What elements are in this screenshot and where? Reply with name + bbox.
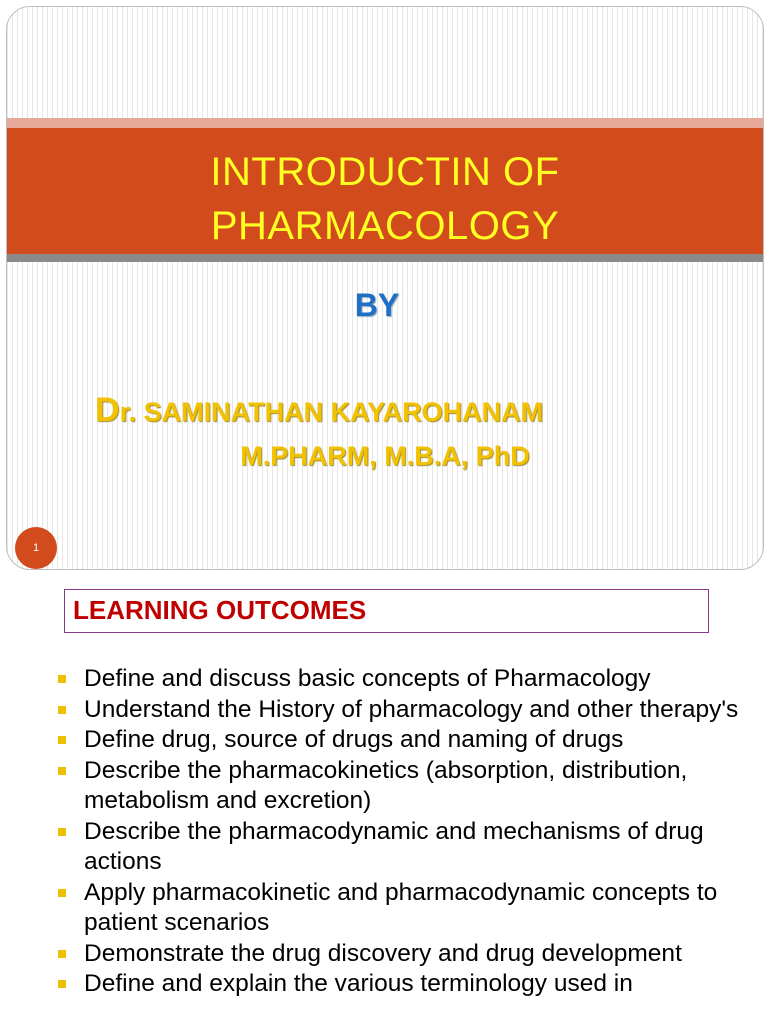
list-item-text: Describe the pharmacodynamic and mechanisms of drug actions: [84, 817, 704, 875]
author-name-initial: D: [95, 391, 120, 429]
list-item-text: Describe the pharmacokinetics (absorption, distribution, metabolism and excretion): [84, 756, 688, 814]
list-item-text: Demonstrate the drug discovery and drug development: [84, 939, 682, 967]
list-item: [56, 969, 746, 1000]
author-degrees: M.PHARM, M.B.A, PhD: [240, 441, 530, 471]
page-number-badge: 1: [15, 527, 57, 569]
list-item-text: Define drug, source of drugs and naming of drugs: [84, 726, 624, 753]
list-item: [56, 878, 746, 939]
list-item: [56, 664, 746, 695]
list-item: [56, 756, 746, 817]
title-slide: [6, 6, 764, 570]
square-bullet-icon: [58, 706, 66, 714]
list-item-text: Define and explain the various terminology used in: [84, 970, 633, 997]
learning-outcomes-heading: LEARNING OUTCOMES: [73, 595, 367, 625]
square-bullet-icon: [58, 736, 66, 744]
slide-title-line-1: INTRODUCTIN OF: [210, 150, 560, 194]
list-item: [56, 817, 746, 878]
list-item-text: Apply pharmacokinetic and pharmacodynamic concepts to patient scenarios: [84, 878, 718, 936]
list-item: [56, 695, 746, 726]
slide-title: [7, 145, 763, 253]
list-item-text: Understand the History of pharmacology and other therapy's: [84, 695, 739, 723]
square-bullet-icon: [58, 889, 66, 897]
square-bullet-icon: [58, 675, 66, 683]
title-band-top-stripe: [7, 118, 763, 128]
author-name-rest: r. SAMINATHAN KAYAROHANAM: [119, 397, 544, 427]
list-item-text: Define and discuss basic concepts of Pharmacology: [84, 665, 651, 692]
slide-title-line-2: PHARMACOLOGY: [210, 204, 560, 248]
title-band-bottom-stripe: [7, 254, 763, 262]
learning-outcomes-heading-box: [64, 589, 709, 633]
square-bullet-icon: [58, 828, 66, 836]
by-label: BY: [354, 287, 400, 323]
list-item: [56, 939, 746, 970]
author-name: [95, 391, 695, 430]
square-bullet-icon: [58, 767, 66, 775]
square-bullet-icon: [58, 980, 66, 988]
learning-outcomes-list: [56, 664, 746, 1000]
list-item: [56, 725, 746, 756]
square-bullet-icon: [58, 950, 66, 958]
